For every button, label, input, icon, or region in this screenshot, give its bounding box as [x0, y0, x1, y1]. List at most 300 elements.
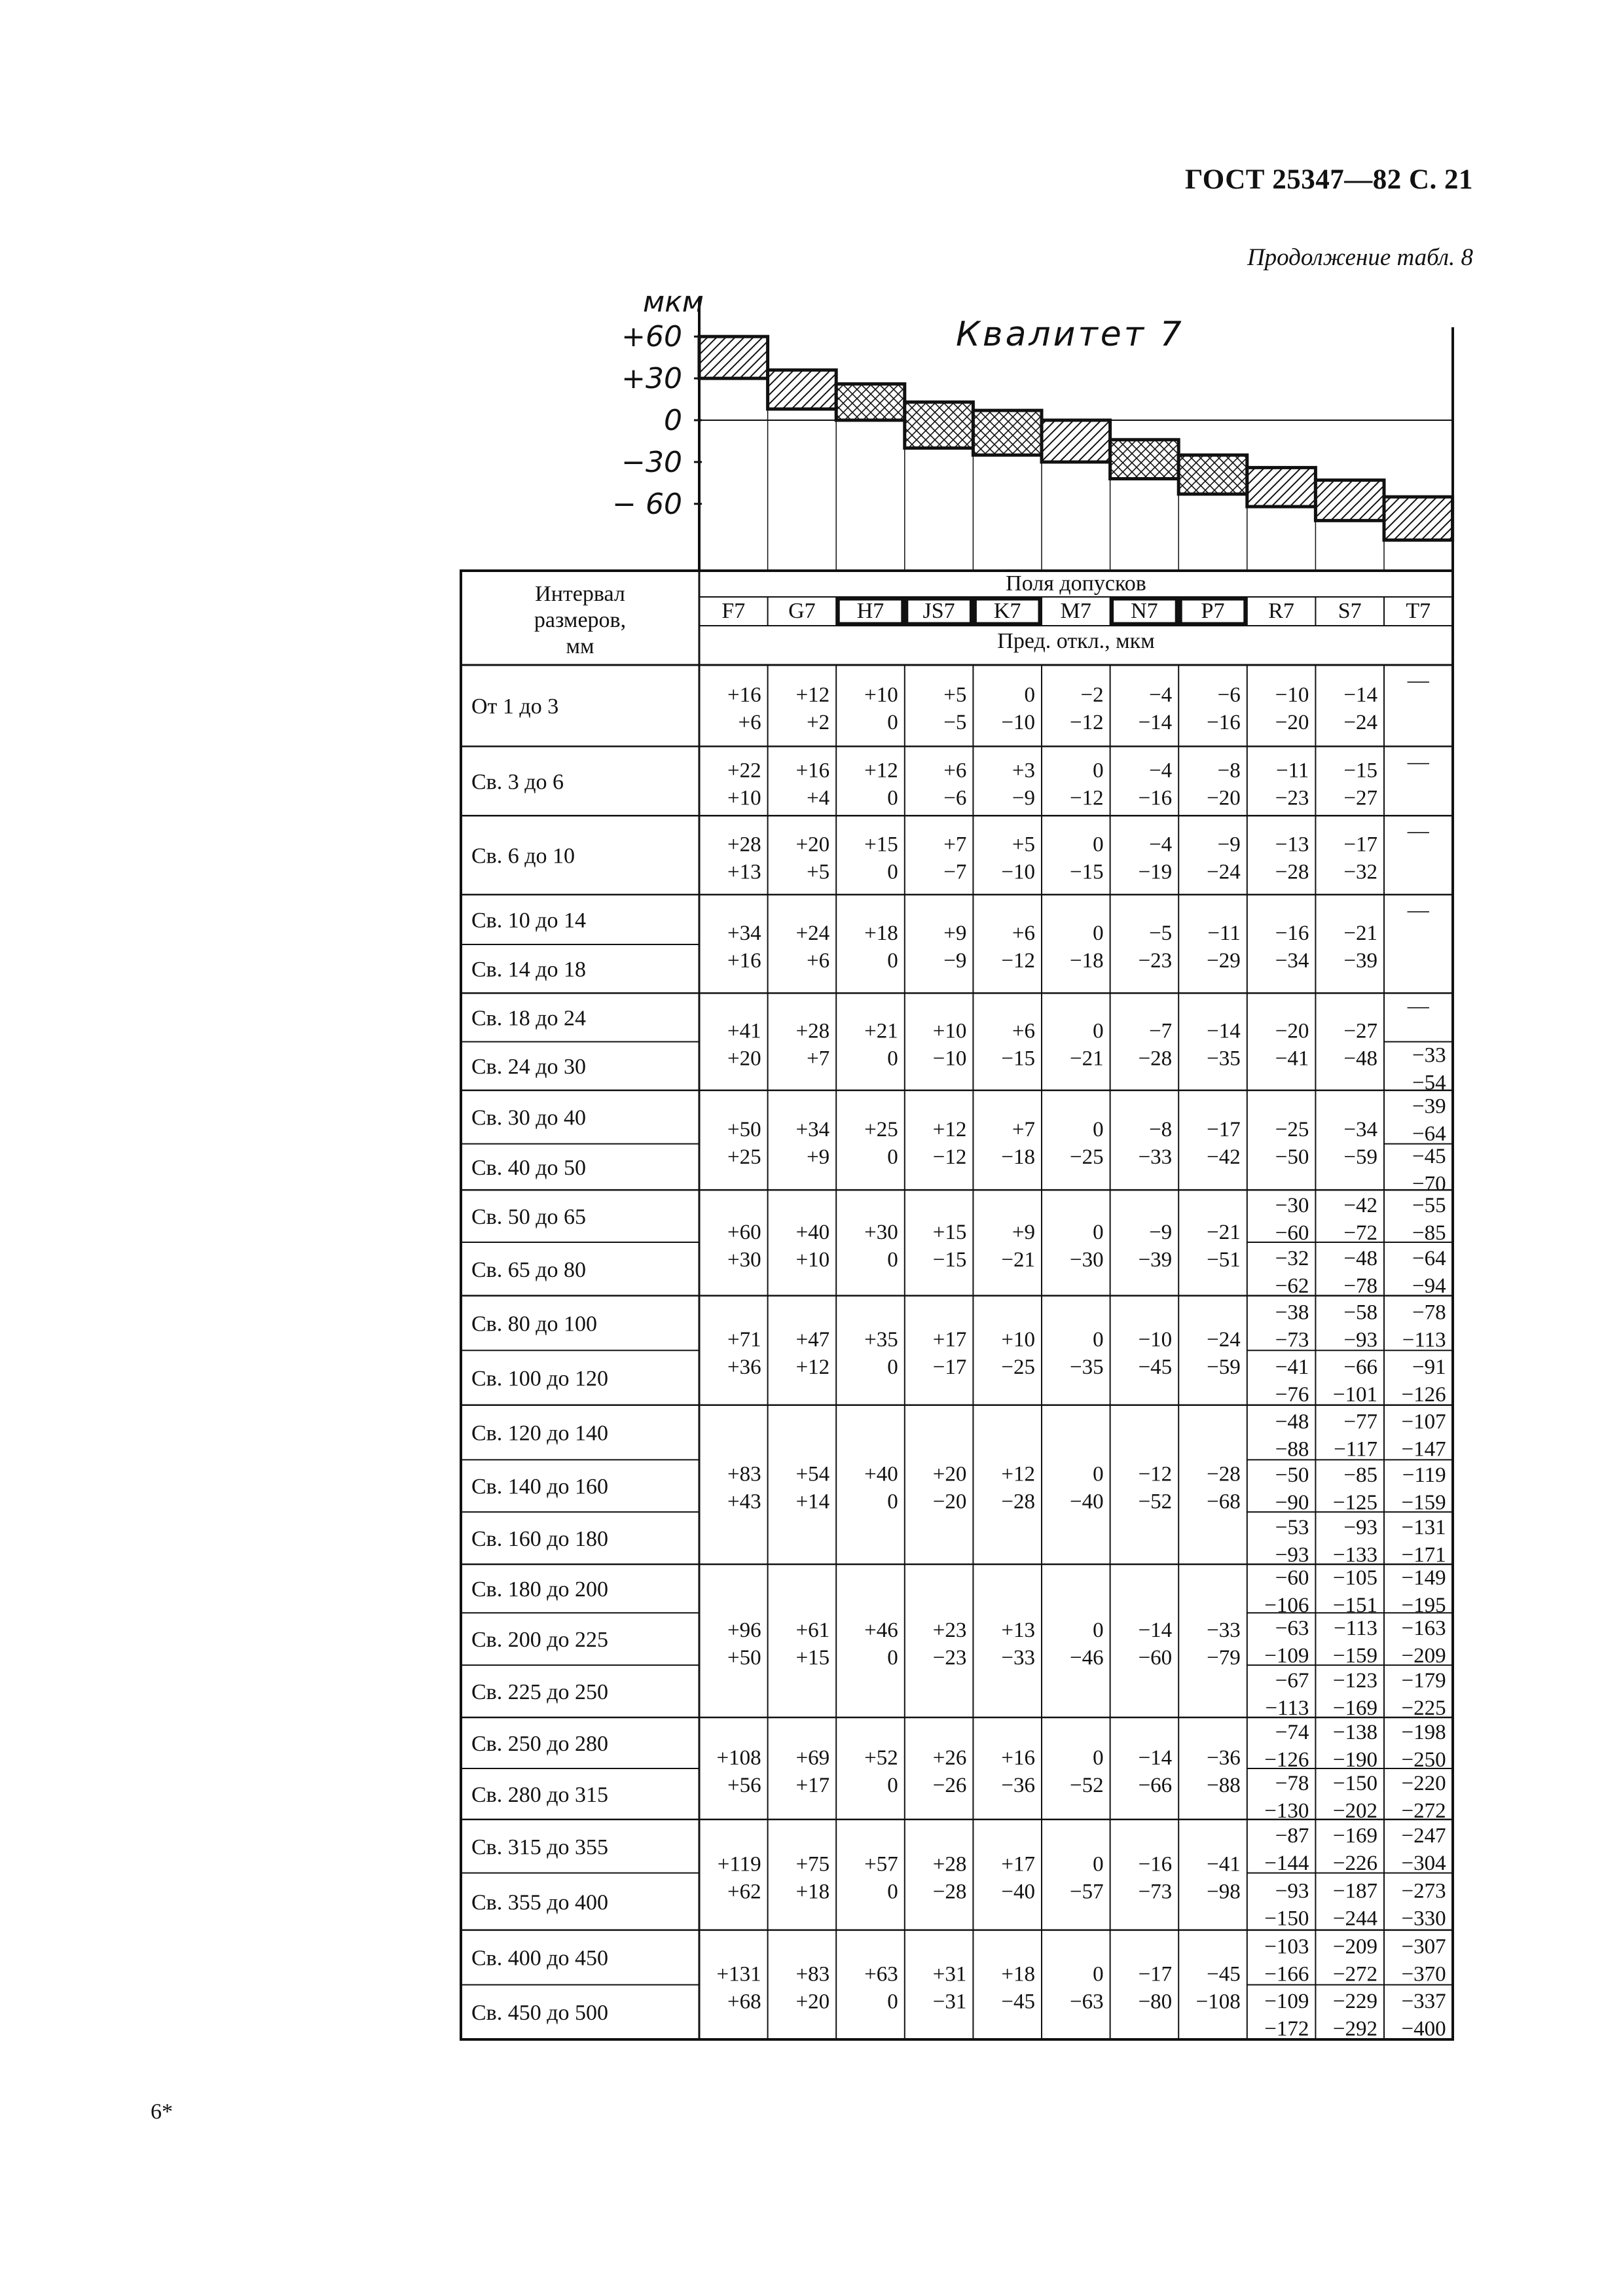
cell-value: +12 — [1001, 1462, 1035, 1486]
cell-value: −15 — [1069, 860, 1104, 884]
cell-value: −150 — [1264, 1907, 1309, 1931]
cell-value: −39 — [1138, 1247, 1173, 1272]
cell-value: −68 — [1207, 1490, 1241, 1514]
cell-value: −17 — [1138, 1962, 1173, 1986]
cell-value: +54 — [795, 1462, 830, 1486]
cell-value: −150 — [1332, 1771, 1377, 1795]
cell-value: −41 — [1275, 1047, 1309, 1071]
cell-value: −113 — [1402, 1328, 1446, 1352]
cell-value: +18 — [1001, 1962, 1035, 1986]
cell-value: −16 — [1207, 711, 1241, 735]
cell-value: −113 — [1334, 1617, 1377, 1641]
cell-value: −10 — [1001, 860, 1035, 884]
cell-value: −10 — [1001, 711, 1035, 735]
cell-value: −4 — [1149, 759, 1173, 783]
cell-value: +4 — [807, 786, 830, 810]
cell-value: −400 — [1401, 2017, 1446, 2041]
cell-value: −5 — [943, 711, 967, 735]
column-header-r7: R7 — [1268, 599, 1294, 623]
cell-value: −50 — [1275, 1463, 1309, 1488]
interval-header: размеров, — [534, 608, 627, 632]
cell-value: +43 — [727, 1490, 761, 1514]
cell-value: −45 — [1138, 1355, 1173, 1380]
cell-value: +15 — [795, 1645, 830, 1670]
cell-value: +62 — [727, 1880, 761, 1904]
cell-value: 0 — [887, 1990, 898, 2014]
cell-value: +35 — [864, 1328, 898, 1352]
cell-value: −12 — [1069, 786, 1104, 810]
cell-value: −108 — [1195, 1990, 1241, 2014]
cell-value: 0 — [1093, 1852, 1104, 1876]
cell-value: +18 — [795, 1880, 830, 1904]
row-label: От 1 до 3 — [471, 694, 559, 719]
cell-value: −106 — [1264, 1594, 1309, 1618]
column-header-s7: S7 — [1338, 599, 1362, 623]
cell-value: −16 — [1275, 922, 1309, 946]
cell-value: −45 — [1207, 1962, 1241, 1986]
cell-value: −38 — [1275, 1300, 1309, 1325]
cell-value: −91 — [1412, 1355, 1446, 1379]
cell-value: −10 — [1138, 1328, 1173, 1352]
chart-title: Квалитет 7 — [956, 315, 1184, 354]
cell-value: 0 — [887, 1247, 898, 1272]
column-header-t7: T7 — [1406, 599, 1431, 623]
cell-value: −247 — [1401, 1823, 1446, 1848]
cell-value: −15 — [932, 1247, 967, 1272]
cell-value: +18 — [864, 922, 898, 946]
cell-value: −105 — [1332, 1566, 1377, 1590]
column-header-p7: P7 — [1201, 599, 1225, 623]
cell-value: +40 — [795, 1220, 830, 1244]
cell-value: −45 — [1412, 1144, 1446, 1168]
cell-value: −93 — [1343, 1516, 1377, 1540]
cell-value: +10 — [795, 1247, 830, 1272]
cell-value: +69 — [795, 1746, 830, 1770]
cell-value: −220 — [1401, 1771, 1446, 1795]
cell-value: −67 — [1275, 1669, 1309, 1693]
cell-value: −4 — [1149, 833, 1173, 857]
cell-value: +17 — [932, 1328, 967, 1352]
cell-value: −11 — [1276, 759, 1309, 783]
cell-value: −109 — [1264, 1644, 1309, 1668]
row-label: Св. 450 до 500 — [471, 2001, 609, 2026]
deviation-table — [461, 571, 1453, 2041]
cell-value: −17 — [1207, 1117, 1241, 1141]
cell-value: −23 — [1275, 786, 1309, 810]
cell-value: 0 — [1093, 1746, 1104, 1770]
cell-value: +71 — [727, 1328, 761, 1352]
row-label: Св. 6 до 10 — [471, 844, 575, 869]
cell-value: 0 — [1093, 1462, 1104, 1486]
row-label: Св. 14 до 18 — [471, 958, 587, 982]
row-label: Св. 3 до 6 — [471, 770, 564, 795]
row-label: Св. 355 до 400 — [471, 1890, 609, 1915]
cell-value: +5 — [1012, 833, 1035, 857]
cell-value: +12 — [932, 1117, 967, 1141]
cell-value: −17 — [1343, 833, 1377, 857]
interval-header: мм — [566, 634, 594, 658]
cell-value: −190 — [1332, 1748, 1377, 1772]
cell-value: −35 — [1069, 1355, 1104, 1380]
cell-value: −229 — [1332, 1990, 1377, 2014]
cell-value: −72 — [1343, 1221, 1377, 1246]
cell-value: +20 — [727, 1047, 761, 1071]
cell-value: −63 — [1069, 1990, 1104, 2014]
cell-value: −12 — [1138, 1462, 1173, 1486]
row-label: Св. 30 до 40 — [471, 1105, 587, 1130]
cell-value: −14 — [1207, 1019, 1241, 1043]
cell-value: −147 — [1401, 1437, 1446, 1462]
tolerance-band-t7 — [1384, 497, 1453, 540]
cell-value: −21 — [1343, 922, 1377, 946]
cell-value: +5 — [807, 860, 830, 884]
cell-value: −12 — [932, 1145, 967, 1169]
cell-value: −17 — [932, 1355, 967, 1380]
cell-value: −85 — [1343, 1463, 1377, 1488]
tolerance-band-r7 — [1247, 467, 1316, 507]
cell-value: 0 — [887, 711, 898, 735]
cell-value: −64 — [1412, 1122, 1446, 1146]
cell-value: −28 — [932, 1880, 967, 1904]
cell-value: −28 — [1275, 860, 1309, 884]
cell-value: −33 — [1207, 1618, 1241, 1642]
cell-value: +7 — [807, 1047, 830, 1071]
cell-value: −77 — [1343, 1410, 1377, 1434]
column-header-js7: JS7 — [922, 599, 955, 623]
cell-value: −169 — [1332, 1696, 1377, 1721]
cell-value: −16 — [1138, 786, 1173, 810]
cell-value: +6 — [943, 759, 967, 783]
cell-value: +16 — [1001, 1746, 1035, 1770]
cell-value: −78 — [1275, 1771, 1309, 1795]
cell-value: −337 — [1401, 1990, 1446, 2014]
cell-value: +22 — [727, 759, 761, 783]
row-label: Св. 180 до 200 — [471, 1577, 609, 1602]
cell-value: −40 — [1069, 1490, 1104, 1514]
cell-value: −36 — [1001, 1773, 1035, 1797]
cell-value: −66 — [1343, 1355, 1377, 1379]
y-tick-label: − 60 — [612, 487, 682, 521]
cell-value: −60 — [1275, 1566, 1309, 1590]
cell-value: −12 — [1069, 711, 1104, 735]
cell-value: −125 — [1332, 1491, 1377, 1515]
cell-value: +26 — [932, 1746, 967, 1770]
cell-value: −25 — [1001, 1355, 1035, 1380]
cell-value: −70 — [1412, 1172, 1446, 1196]
cell-value: +9 — [807, 1145, 830, 1169]
cell-value: −60 — [1275, 1221, 1309, 1246]
cell-value: +10 — [1001, 1328, 1035, 1352]
cell-value: −107 — [1401, 1410, 1446, 1434]
cell-value: −66 — [1138, 1773, 1173, 1797]
row-label: Св. 200 до 225 — [471, 1628, 609, 1653]
cell-value: +25 — [727, 1145, 761, 1169]
cell-value: +12 — [795, 1355, 830, 1380]
row-label: Св. 65 до 80 — [471, 1257, 587, 1282]
tolerance-band-n7 — [1110, 440, 1179, 479]
cell-value: −131 — [1401, 1516, 1446, 1540]
cell-value: 0 — [887, 1645, 898, 1670]
cell-value: +6 — [1012, 922, 1035, 946]
cell-value: −27 — [1343, 1019, 1377, 1043]
cell-value: −34 — [1275, 949, 1309, 973]
cell-value: −42 — [1207, 1145, 1241, 1169]
cell-value: −62 — [1275, 1274, 1309, 1298]
cell-value: −30 — [1069, 1247, 1104, 1272]
cell-value: −126 — [1401, 1382, 1446, 1407]
cell-value: −10 — [1275, 683, 1309, 708]
cell-value: −60 — [1138, 1645, 1173, 1670]
cell-value: +36 — [727, 1355, 761, 1380]
cell-value: 0 — [887, 1490, 898, 1514]
cell-value: −225 — [1401, 1696, 1446, 1721]
cell-value: −87 — [1275, 1823, 1309, 1848]
cell-value: 0 — [1093, 1328, 1104, 1352]
cell-value: 0 — [1093, 833, 1104, 857]
cell-value: −11 — [1207, 922, 1241, 946]
cell-value: −40 — [1001, 1880, 1035, 1904]
cell-value: −103 — [1264, 1935, 1309, 1959]
cell-value: −80 — [1138, 1990, 1173, 2014]
cell-value: −24 — [1343, 711, 1377, 735]
cell-value: −39 — [1412, 1094, 1446, 1119]
cell-value: −126 — [1264, 1748, 1309, 1772]
cell-value: −18 — [1069, 949, 1104, 973]
cell-value: −27 — [1343, 786, 1377, 810]
cell-value: −151 — [1332, 1594, 1377, 1618]
cell-value: 0 — [1093, 1962, 1104, 1986]
cell-value: −31 — [932, 1990, 967, 2014]
cell-dash: — — [1407, 669, 1429, 692]
cell-value: −39 — [1343, 949, 1377, 973]
cell-value: +50 — [727, 1117, 761, 1141]
cell-value: −23 — [932, 1645, 967, 1670]
cell-value: −93 — [1275, 1879, 1309, 1903]
cell-value: −133 — [1332, 1543, 1377, 1568]
cell-value: −130 — [1264, 1799, 1309, 1823]
cell-value: −159 — [1332, 1644, 1377, 1668]
cell-value: −4 — [1149, 683, 1173, 708]
tolerance-band-p7 — [1178, 455, 1247, 494]
row-label: Св. 120 до 140 — [471, 1421, 609, 1446]
cell-value: +68 — [727, 1990, 761, 2014]
cell-value: +12 — [795, 683, 830, 708]
cell-value: −159 — [1401, 1491, 1446, 1515]
cell-value: −187 — [1332, 1879, 1377, 1903]
cell-value: +83 — [795, 1962, 830, 1986]
column-header-f7: F7 — [721, 599, 746, 623]
row-label: Св. 315 до 355 — [471, 1835, 609, 1859]
cell-value: +23 — [932, 1618, 967, 1642]
cell-value: −35 — [1207, 1047, 1241, 1071]
cell-value: +34 — [727, 922, 761, 946]
cell-value: −15 — [1343, 759, 1377, 783]
cell-value: −48 — [1343, 1047, 1377, 1071]
cell-value: −45 — [1001, 1990, 1035, 2014]
cell-value: +31 — [932, 1962, 967, 1986]
cell-value: +10 — [727, 786, 761, 810]
cell-value: −198 — [1401, 1720, 1446, 1744]
cell-value: −33 — [1001, 1645, 1035, 1670]
cell-value: −63 — [1275, 1617, 1309, 1641]
cell-value: −195 — [1401, 1594, 1446, 1618]
cell-value: −55 — [1412, 1194, 1446, 1218]
cell-value: −78 — [1412, 1300, 1446, 1325]
cell-value: −172 — [1264, 2017, 1309, 2041]
standard-title: ГОСТ 25347—82 С. 21 — [1184, 164, 1473, 195]
cell-value: +56 — [727, 1773, 761, 1797]
cell-value: +24 — [795, 922, 830, 946]
row-label: Св. 400 до 450 — [471, 1946, 609, 1971]
cell-dash: — — [1407, 819, 1429, 844]
cell-value: −88 — [1207, 1773, 1241, 1797]
cell-value: −272 — [1332, 1962, 1377, 1986]
cell-value: −33 — [1412, 1043, 1446, 1067]
cell-value: +6 — [1012, 1019, 1035, 1043]
row-label: Св. 250 до 280 — [471, 1731, 609, 1756]
cell-value: −33 — [1138, 1145, 1173, 1169]
cell-value: +108 — [716, 1746, 761, 1770]
cell-value: +7 — [943, 833, 967, 857]
row-label: Св. 140 до 160 — [471, 1475, 609, 1499]
cell-value: +20 — [795, 833, 830, 857]
cell-value: 0 — [1093, 759, 1104, 783]
row-label: Св. 40 до 50 — [471, 1155, 587, 1180]
column-header-n7: N7 — [1131, 599, 1158, 623]
cell-value: −78 — [1343, 1274, 1377, 1298]
cell-value: −25 — [1069, 1145, 1104, 1169]
row-label: Св. 280 до 315 — [471, 1782, 609, 1807]
column-header-h7: H7 — [856, 599, 884, 623]
cell-value: −8 — [1217, 759, 1241, 783]
row-label: Св. 160 до 180 — [471, 1527, 609, 1552]
cell-value: 0 — [887, 949, 898, 973]
cell-value: 0 — [1093, 922, 1104, 946]
cell-value: 0 — [887, 860, 898, 884]
cell-value: −2 — [1080, 683, 1104, 708]
cell-value: −85 — [1412, 1221, 1446, 1246]
cell-value: +10 — [864, 683, 898, 708]
cell-value: +30 — [864, 1220, 898, 1244]
cell-value: 0 — [1093, 1220, 1104, 1244]
cell-value: −109 — [1264, 1990, 1309, 2014]
cell-value: −52 — [1069, 1773, 1104, 1797]
cell-value: −304 — [1401, 1851, 1446, 1875]
tolerance-band-k7 — [973, 410, 1042, 455]
column-header-g7: G7 — [788, 599, 816, 623]
row-label: Св. 100 до 120 — [471, 1366, 609, 1391]
cell-value: −93 — [1343, 1328, 1377, 1352]
interval-header: Интервал — [535, 582, 625, 606]
cell-value: 0 — [887, 1145, 898, 1169]
cell-value: +75 — [795, 1852, 830, 1876]
cell-value: −73 — [1275, 1328, 1309, 1352]
cell-value: −20 — [932, 1490, 967, 1514]
cell-value: +46 — [864, 1618, 898, 1642]
cell-value: −14 — [1138, 1746, 1173, 1770]
cell-value: −32 — [1343, 860, 1377, 884]
cell-value: −30 — [1275, 1194, 1309, 1218]
cell-value: −53 — [1275, 1516, 1309, 1540]
cell-value: −117 — [1334, 1437, 1377, 1462]
cell-value: +28 — [932, 1852, 967, 1876]
deviations-header: Пред. откл., мкм — [997, 629, 1155, 653]
cell-value: +3 — [1012, 759, 1035, 783]
fields-header: Поля допусков — [1006, 571, 1146, 596]
cell-value: −26 — [932, 1773, 967, 1797]
cell-value: −48 — [1343, 1246, 1377, 1270]
cell-value: −24 — [1207, 1328, 1241, 1352]
cell-value: +50 — [727, 1645, 761, 1670]
cell-value: −14 — [1138, 711, 1173, 735]
cell-value: −41 — [1275, 1355, 1309, 1379]
cell-value: −209 — [1332, 1935, 1377, 1959]
tolerance-band-h7 — [836, 384, 905, 420]
cell-value: −16 — [1138, 1852, 1173, 1876]
cell-dash: — — [1407, 994, 1429, 1018]
cell-value: +16 — [727, 949, 761, 973]
cell-value: 0 — [1024, 683, 1035, 708]
cell-value: +16 — [727, 683, 761, 708]
cell-value: +7 — [1012, 1117, 1035, 1141]
cell-value: +83 — [727, 1462, 761, 1486]
row-label: Св. 24 до 30 — [471, 1054, 587, 1079]
tolerance-band-f7 — [699, 336, 768, 378]
cell-value: −209 — [1401, 1644, 1446, 1668]
cell-value: +63 — [864, 1962, 898, 1986]
cell-value: +13 — [727, 860, 761, 884]
cell-value: −25 — [1275, 1117, 1309, 1141]
cell-value: −15 — [1001, 1047, 1035, 1071]
cell-value: −14 — [1343, 683, 1377, 708]
cell-value: +16 — [795, 759, 830, 783]
cell-value: +96 — [727, 1618, 761, 1642]
cell-value: −272 — [1401, 1799, 1446, 1823]
cell-value: −9 — [1149, 1220, 1173, 1244]
cell-value: −7 — [1149, 1019, 1173, 1043]
cell-value: −23 — [1138, 949, 1173, 973]
cell-value: −20 — [1275, 1019, 1309, 1043]
cell-value: −9 — [1217, 833, 1241, 857]
cell-value: 0 — [1093, 1618, 1104, 1642]
cell-value: −42 — [1343, 1194, 1377, 1218]
cell-value: −9 — [943, 949, 967, 973]
cell-value: +20 — [932, 1462, 967, 1486]
cell-value: 0 — [1093, 1019, 1104, 1043]
cell-value: −169 — [1332, 1823, 1377, 1848]
cell-value: −273 — [1401, 1879, 1446, 1903]
cell-value: −59 — [1343, 1145, 1377, 1169]
cell-value: −41 — [1207, 1852, 1241, 1876]
cell-value: −307 — [1401, 1935, 1446, 1959]
row-label: Св. 18 до 24 — [471, 1006, 587, 1031]
cell-value: +5 — [943, 683, 967, 708]
cell-dash: — — [1407, 898, 1429, 922]
cell-value: −292 — [1332, 2017, 1377, 2041]
cell-value: −244 — [1332, 1907, 1377, 1931]
y-tick-label: +60 — [621, 320, 682, 354]
cell-value: 0 — [887, 1047, 898, 1071]
cell-value: −7 — [943, 860, 967, 884]
cell-value: +40 — [864, 1462, 898, 1486]
cell-value: −330 — [1401, 1907, 1446, 1931]
cell-value: 0 — [887, 1773, 898, 1797]
cell-value: −29 — [1207, 949, 1241, 973]
y-tick-label: +30 — [621, 362, 682, 396]
cell-value: +119 — [717, 1852, 761, 1876]
cell-value: −5 — [1149, 922, 1173, 946]
cell-value: −370 — [1401, 1962, 1446, 1986]
